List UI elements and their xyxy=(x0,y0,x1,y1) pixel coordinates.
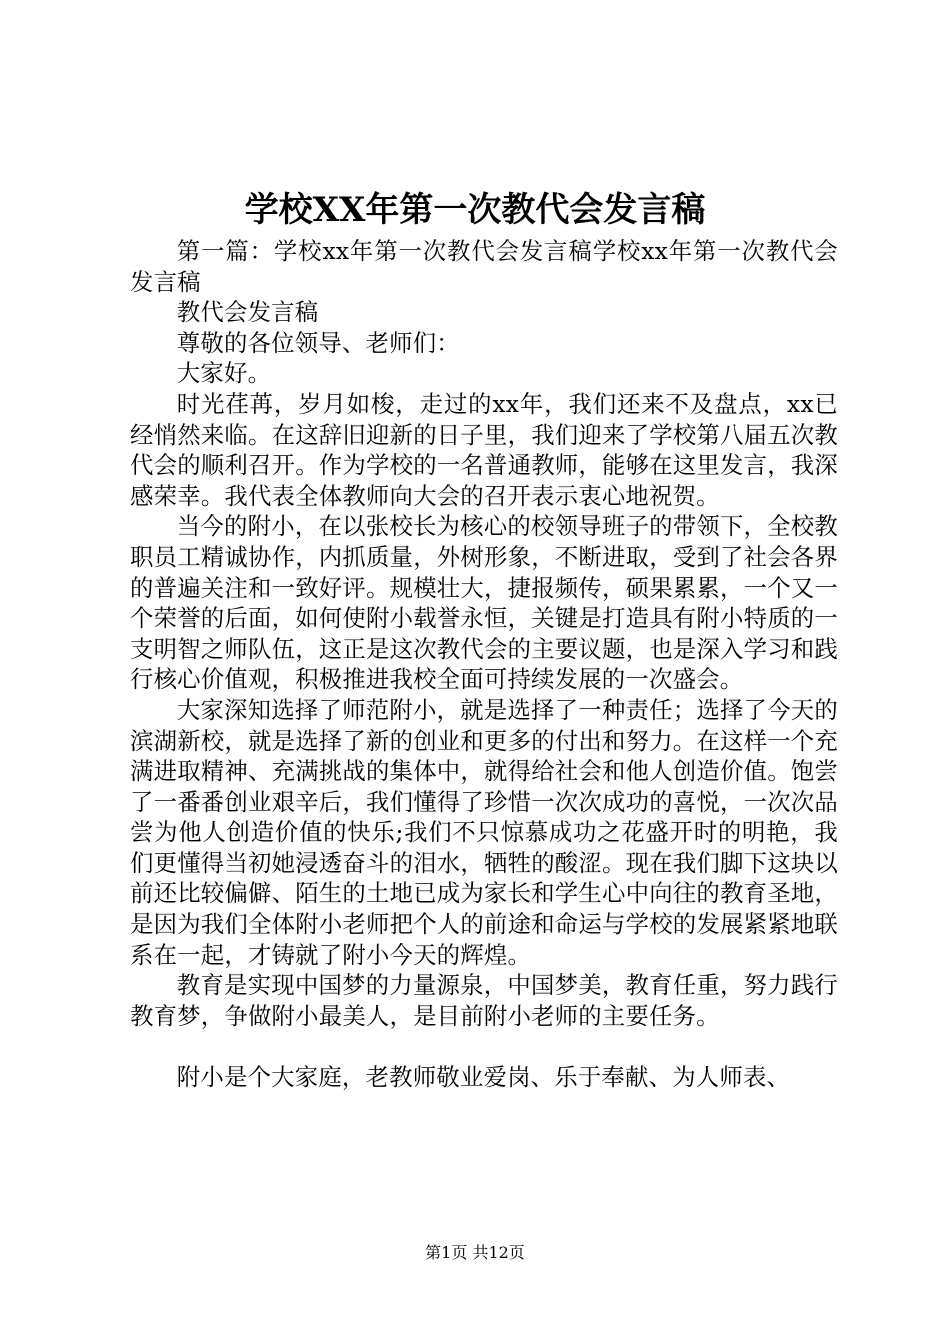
paragraph-body: 教育是实现中国梦的力量源泉，中国梦美，教育任重，努力践行教育梦，争做附小最美人，是目前附小老师的主要任务。 xyxy=(130,971,838,1030)
paragraph-salutation: 尊敬的各位领导、老师们： xyxy=(176,328,460,357)
paragraph-greeting: 大家好。 xyxy=(176,359,272,388)
document-body xyxy=(130,236,838,1093)
paragraph-subtitle: 教代会发言稿 xyxy=(176,298,319,327)
paragraph-heading-line: 第一篇：学校xx年第一次教代会发言稿学校xx年第一次教代会发言稿 xyxy=(130,237,838,296)
paragraph-body: 时光荏苒，岁月如梭，走过的xx年，我们还来不及盘点，xx已经悄然来临。在这辞旧迎新的日子里，我们迎来了学校第八届五次教代会的顺利召开。作为学校的一名普通教师，能够在这里发言，我深感荣幸。我代表全体教师向大会的召开表示衷心地祝贺。 xyxy=(130,389,838,510)
document-title: 学校XX年第一次教代会发言稿 xyxy=(244,190,706,230)
paragraph-spacer xyxy=(130,1031,838,1062)
paragraph-body: 大家深知选择了师范附小，就是选择了一种责任；选择了今天的滨湖新校，就是选择了新的创业和更多的付出和努力。在这样一个充满进取精神、充满挑战的集体中，就得给社会和他人创造价值。饱尝了一番番创业艰辛后，我们懂得了珍惜一次次成功的喜悦，一次次品尝为他人创造价值的快乐;我们不只惊慕成功之花盛开时的明艳，我们更懂得当初她浸透奋斗的泪水，牺牲的酸涩。现在我们脚下这块以前还比较偏僻、陌生的土地已成为家长和学生心中向往的教育圣地，是因为我们全体附小老师把个人的前途和命运与学校的发展紧紧地联系在一起，才铸就了附小今天的辉煌。 xyxy=(130,695,838,969)
paragraph-body: 附小是个大家庭，老教师敬业爱岗、乐于奉献、为人师表、 xyxy=(176,1063,791,1092)
page-footer: 第1页 共12页 xyxy=(425,1243,525,1262)
paragraph-body: 当今的附小，在以张校长为核心的校领导班子的带领下，全校教职员工精诚协作，内抓质量，外树形象，不断进取，受到了社会各界的普遍关注和一致好评。规模壮大，捷报频传，硕果累累，一个又一个荣誉的后面，如何使附小载誉永恒，关键是打造具有附小特质的一支明智之师队伍，这正是这次教代会的主要议题，也是深入学习和践行核心价值观，积极推进我校全面可持续发展的一次盛会。 xyxy=(130,512,838,694)
